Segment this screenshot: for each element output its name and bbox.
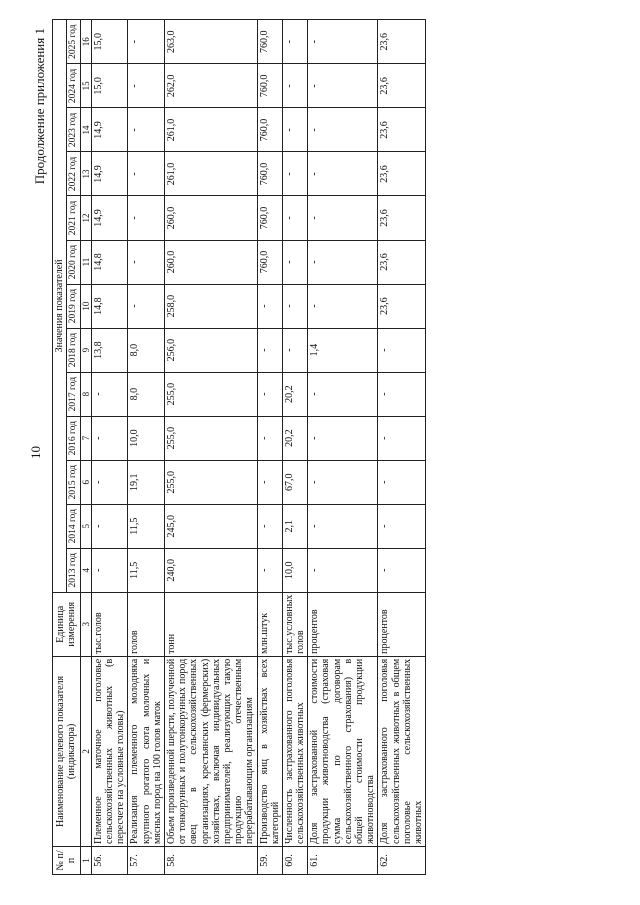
indicator-name: Племенное маточное поголовье сельскохозяйственных животных (в пересчете на условные головы) [91,656,128,846]
indicator-value: 255,0 [165,460,258,504]
header-year: 2025 год [67,20,81,64]
indicator-unit: тыс.голов [91,592,128,656]
indicator-value: 760,0 [257,152,282,196]
indicator-value: - [257,372,282,416]
header-year: 2019 год [67,284,81,328]
indicator-value: 15,0 [91,64,128,108]
indicator-value: - [378,328,426,372]
indicator-value: - [282,152,307,196]
indicator-value: 14,9 [91,152,128,196]
header-year: 2018 год [67,328,81,372]
indicator-value: 23,6 [378,64,426,108]
indicator-value: - [378,372,426,416]
indicator-value: - [128,284,165,328]
indicator-name: Доля застрахованной стоимости продукции животноводства (страховая сумма по договорам сельскохозяйственного страхования) в общей стоимости продукции животноводства [308,656,378,846]
column-number: 7 [80,416,91,460]
indicator-value: 11,5 [128,504,165,548]
indicator-unit: тыс.условных голов [282,592,307,656]
column-number: 8 [80,372,91,416]
row-number: 62. [378,846,426,874]
indicator-value: - [308,504,378,548]
table-row [378,20,426,875]
indicator-value: 14,8 [91,284,128,328]
header-name: Наименование целевого показателя (индикатора) [53,656,81,846]
indicator-value: - [308,284,378,328]
indicator-value: - [282,328,307,372]
indicator-name: Численность застрахованного поголовья сельскохозяйственных животных [282,656,307,846]
indicator-value: - [91,504,128,548]
indicator-value: - [282,284,307,328]
page-number: 10 [28,446,43,459]
header-year: 2024 год [67,64,81,108]
indicator-value: - [308,108,378,152]
indicator-value: 760,0 [257,64,282,108]
indicator-value: 23,6 [378,152,426,196]
indicator-value: - [128,152,165,196]
indicator-value: - [128,64,165,108]
column-number: 11 [80,240,91,284]
indicator-value: - [257,416,282,460]
indicator-value: 261,0 [165,152,258,196]
indicator-unit: процентов [378,592,426,656]
indicator-value: - [128,20,165,64]
header-row [53,20,67,875]
row-number: 59. [257,846,282,874]
indicator-value: - [257,284,282,328]
indicator-value: 261,0 [165,108,258,152]
indicator-value: - [91,372,128,416]
table-row [257,20,282,875]
row-number: 61. [308,846,378,874]
row-number: 56. [91,846,128,874]
indicator-value: - [308,416,378,460]
table-row [282,20,307,875]
header-year: 2023 год [67,108,81,152]
indicator-value: - [257,504,282,548]
indicator-value: 760,0 [257,240,282,284]
indicator-value: 14,8 [91,240,128,284]
table-row [91,20,128,875]
indicator-value: 245,0 [165,504,258,548]
indicator-value: 1,4 [308,328,378,372]
indicator-value: 13,8 [91,328,128,372]
column-number: 10 [80,284,91,328]
indicator-value: - [308,64,378,108]
indicator-value: - [91,416,128,460]
indicator-value: 760,0 [257,20,282,64]
table-row [165,20,258,875]
indicator-value: - [308,548,378,592]
header-year: 2013 год [67,548,81,592]
indicator-value: 67,0 [282,460,307,504]
indicator-value: 10,0 [282,548,307,592]
indicator-value: 256,0 [165,328,258,372]
table-row [308,20,378,875]
column-number: 9 [80,328,91,372]
column-number: 13 [80,152,91,196]
column-number: 14 [80,108,91,152]
header-num: № п/п [53,846,81,874]
indicator-value: 760,0 [257,108,282,152]
indicator-value: 23,6 [378,284,426,328]
indicator-value: - [282,64,307,108]
indicator-value: 2,1 [282,504,307,548]
indicator-value: 23,6 [378,108,426,152]
indicator-value: 14,9 [91,196,128,240]
indicators-table [52,19,426,875]
indicator-value: 20,2 [282,416,307,460]
indicator-unit: голов [128,592,165,656]
continuation-caption: Продолжение приложения 1 [32,28,47,185]
indicator-value: - [282,108,307,152]
indicator-value: - [257,328,282,372]
indicator-value: - [128,196,165,240]
column-number: 1 [80,846,91,874]
indicator-value: - [378,416,426,460]
row-number: 60. [282,846,307,874]
indicator-value: 760,0 [257,196,282,240]
indicator-value: - [91,548,128,592]
indicator-value: - [282,196,307,240]
indicator-value: 10,0 [128,416,165,460]
indicator-value: 23,6 [378,196,426,240]
header-year: 2016 год [67,416,81,460]
indicator-value: 260,0 [165,240,258,284]
indicator-name: Производство яиц в хозяйствах всех категорий [257,656,282,846]
indicator-value: - [378,504,426,548]
indicator-value: 255,0 [165,416,258,460]
indicator-value: - [308,372,378,416]
indicator-value: 11,5 [128,548,165,592]
table-row [128,20,165,875]
row-number: 58. [165,846,258,874]
column-number: 5 [80,504,91,548]
indicator-value: 19,1 [128,460,165,504]
indicator-name: Реализация племенного молодняка крупного рогатого скота молочных и мясных пород на 100 голов маток [128,656,165,846]
indicator-value: 23,6 [378,240,426,284]
indicator-value: - [308,152,378,196]
header-year: 2015 год [67,460,81,504]
header-year: 2017 год [67,372,81,416]
indicator-unit: млн.штук [257,592,282,656]
indicator-value: 262,0 [165,64,258,108]
indicator-value: 8,0 [128,372,165,416]
indicator-value: 240,0 [165,548,258,592]
indicator-value: 258,0 [165,284,258,328]
header-year: 2021 год [67,196,81,240]
indicator-value: 255,0 [165,372,258,416]
header-year: 2014 год [67,504,81,548]
indicator-value: 23,6 [378,20,426,64]
header-unit: Единица измерения [53,592,81,656]
indicator-value: - [282,20,307,64]
column-number: 4 [80,548,91,592]
indicator-value: - [282,240,307,284]
indicator-value: 14,9 [91,108,128,152]
indicator-value: 15,0 [91,20,128,64]
row-number: 57. [128,846,165,874]
indicator-value: - [91,460,128,504]
indicator-value: - [308,240,378,284]
indicator-value: 20,2 [282,372,307,416]
indicator-value: - [378,548,426,592]
indicator-name: Объем произведенной шерсти, полученной от тонкорунных и полутонкорунных пород овец в сельскохозяйственных организациях, крестьянских (фермерских) хозяйствах, включая индивидуальных предпринимателей, реализующих такую продукцию отечественным перерабатывающим организациям [165,656,258,846]
indicator-value: - [128,240,165,284]
indicator-value: - [257,548,282,592]
indicator-value: 260,0 [165,196,258,240]
indicator-value: - [308,196,378,240]
header-year: 2022 год [67,152,81,196]
indicator-name: Доля застрахованного поголовья сельскохозяйственных животных в общем поголовье сельскохозяйственных животных [378,656,426,846]
indicator-value: - [128,108,165,152]
column-numbers-row [80,20,91,875]
indicator-value: - [308,460,378,504]
column-number: 12 [80,196,91,240]
indicator-unit: тонн [165,592,258,656]
header-values-group: Значения показателей [53,20,67,593]
column-number: 3 [80,592,91,656]
column-number: 6 [80,460,91,504]
column-number: 16 [80,20,91,64]
indicator-value: - [257,460,282,504]
column-number: 2 [80,656,91,846]
column-number: 15 [80,64,91,108]
indicator-value: 263,0 [165,20,258,64]
indicator-unit: процентов [308,592,378,656]
indicator-value: - [378,460,426,504]
indicator-value: 8,0 [128,328,165,372]
indicator-value: - [308,20,378,64]
header-year: 2020 год [67,240,81,284]
